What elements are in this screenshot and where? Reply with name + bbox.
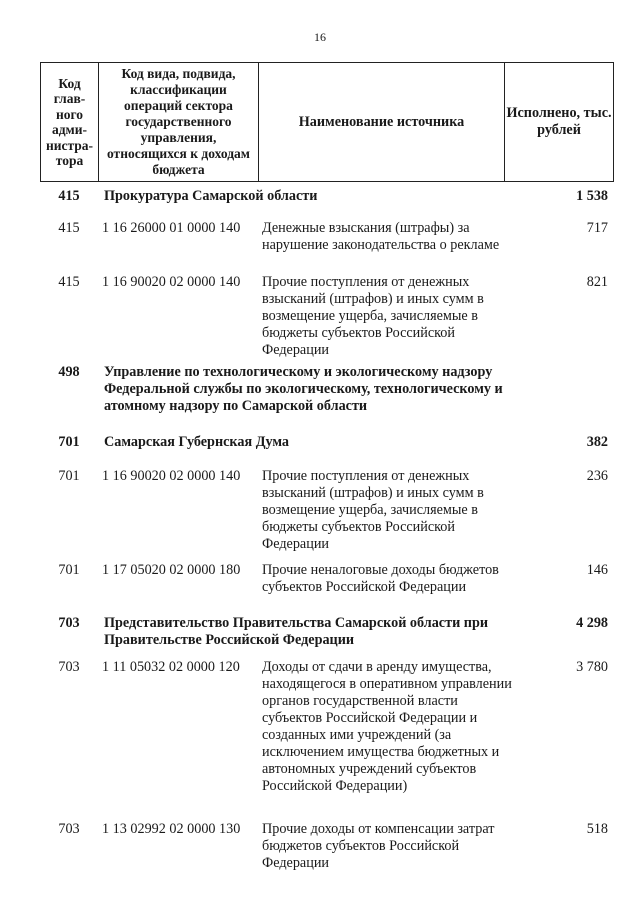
source-name: Прочие доходы от компенсации затрат бюджетов субъектов Российской Федерации bbox=[262, 821, 495, 871]
amount: 821 bbox=[586, 274, 608, 290]
classification-code: 1 17 05020 02 0000 180 bbox=[102, 562, 241, 578]
header-source-name: Наименование источника bbox=[259, 63, 505, 181]
admin-code: 415 bbox=[58, 220, 80, 236]
classification-code: 1 16 90020 02 0000 140 bbox=[102, 468, 241, 484]
source-name: Прочие поступления от денежных взысканий (штрафов) и иных сумм в возмещение ущерба, зачисляемые в бюджеты субъектов Российской Федерации bbox=[262, 468, 484, 552]
org-name: Самарская Губернская Дума bbox=[104, 434, 290, 450]
amount: 382 bbox=[586, 434, 608, 450]
admin-code: 701 bbox=[58, 468, 80, 484]
table-header bbox=[40, 62, 614, 182]
org-name: Управление по технологическому и экологическому надзору Федеральной службы по экологическому, технологическому и атомному надзору по Самарской области bbox=[104, 364, 503, 414]
admin-code: 701 bbox=[58, 434, 80, 450]
admin-code: 498 bbox=[58, 364, 80, 380]
admin-code: 703 bbox=[58, 659, 80, 675]
header-admin-code: Код глав-ного адми-нистра-тора bbox=[41, 63, 99, 181]
amount: 146 bbox=[586, 562, 608, 578]
page-number: 16 bbox=[314, 30, 326, 44]
admin-code: 701 bbox=[58, 562, 80, 578]
source-name: Прочие поступления от денежных взысканий (штрафов) и иных сумм в возмещение ущерба, зачисляемые в бюджеты субъектов Российской Федерации bbox=[262, 274, 484, 358]
source-name: Прочие неналоговые доходы бюджетов субъектов Российской Федерации bbox=[262, 562, 499, 595]
admin-code: 703 bbox=[58, 821, 80, 837]
header-classification-code: Код вида, подвида, классификации операций сектора государственного управления, относящихся к доходам бюджета bbox=[99, 63, 259, 181]
amount: 518 bbox=[586, 821, 608, 837]
admin-code: 415 bbox=[58, 188, 80, 204]
admin-code: 415 bbox=[58, 274, 80, 290]
amount: 3 780 bbox=[576, 659, 608, 675]
amount: 4 298 bbox=[576, 615, 608, 631]
org-name: Прокуратура Самарской области bbox=[104, 188, 318, 204]
header-executed-amount: Исполнено, тыс. рублей bbox=[506, 105, 612, 138]
amount: 1 538 bbox=[576, 188, 608, 204]
source-name: Доходы от сдачи в аренду имущества, находящегося в оперативном управлении органов государственной власти субъектов Российской Федерации и созданных ими учреждений (за исключением имущества бюджетных и автономных учреждений субъектов Российской Федерации) bbox=[262, 659, 512, 794]
source-name: Денежные взыскания (штрафы) за нарушение законодательства о рекламе bbox=[262, 220, 500, 253]
classification-code: 1 16 26000 01 0000 140 bbox=[102, 220, 241, 236]
classification-code: 1 16 90020 02 0000 140 bbox=[102, 274, 241, 290]
classification-code: 1 11 05032 02 0000 120 bbox=[102, 659, 240, 675]
admin-code: 703 bbox=[58, 615, 80, 631]
org-name: Представительство Правительства Самарской области при Правительстве Российской Федерации bbox=[104, 615, 489, 648]
amount: 236 bbox=[586, 468, 608, 484]
revenue-table bbox=[40, 62, 614, 871]
classification-code: 1 13 02992 02 0000 130 bbox=[102, 821, 241, 837]
amount: 717 bbox=[586, 220, 608, 236]
